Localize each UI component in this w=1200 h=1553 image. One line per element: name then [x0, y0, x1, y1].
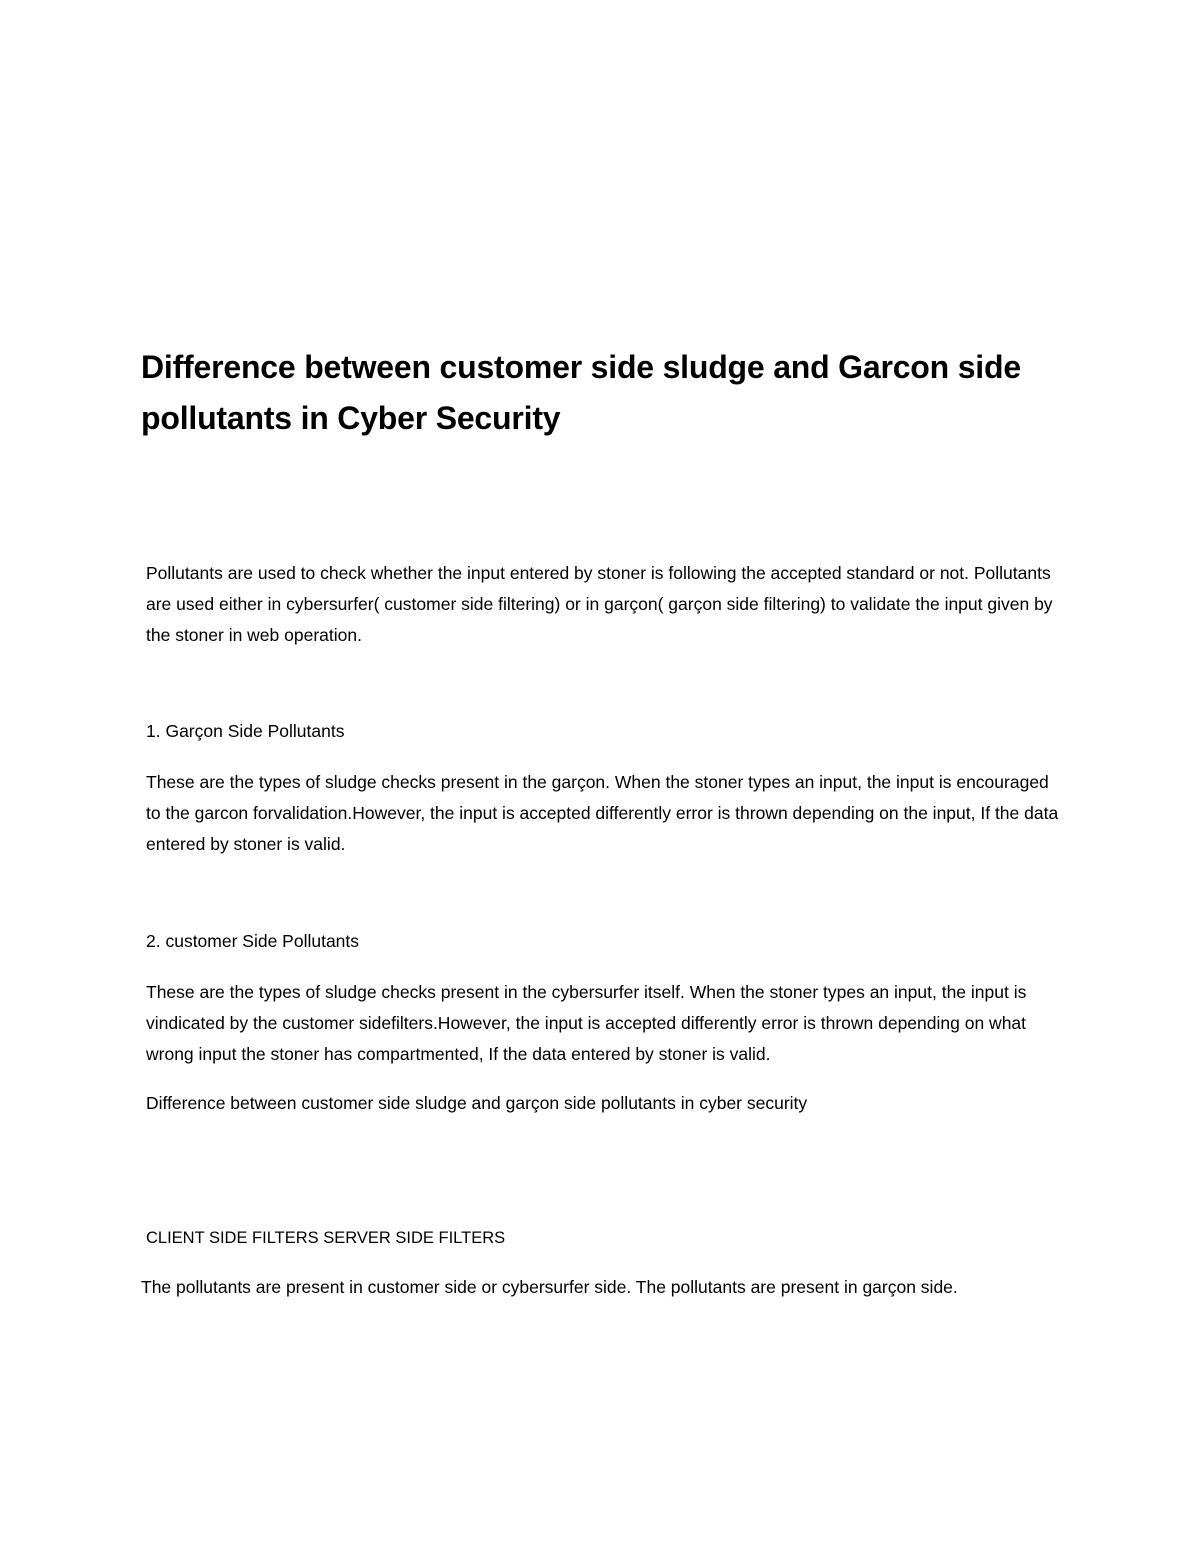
table-row-line: The pollutants are present in customer side or cybersurfer side. The pollutants are present in garçon side. [141, 1277, 958, 1297]
section-body-garcon: These are the types of sludge checks present in the garçon. When the stoner types an input, the input is encouraged to the garcon forvalidation.However, the input is accepted differently error is thrown depending on the input, If the data entered by stoner is valid. [146, 772, 1059, 854]
intro-paragraph: Pollutants are used to check whether the input entered by stoner is following the accepted standard or not. Pollutants are used either in cybersurfer( customer side filtering) or in garçon( garçon side filtering) to validate the input given by the stoner in web operation. [146, 563, 1053, 645]
document-title: Difference between customer side sludge and Garcon side pollutants in Cyber Security [141, 349, 1021, 436]
section-heading-customer: 2. customer Side Pollutants [146, 931, 360, 951]
section-heading-garcon: 1. Garçon Side Pollutants [146, 721, 345, 741]
document-content [141, 342, 1061, 1303]
section-body-customer: These are the types of sludge checks present in the cybersurfer itself. When the stoner types an input, the input is vindicated by the customer sidefilters.However, the input is accepted differently error is thrown depending on what wrong input the stoner has compartmented, If the data entered by stoner is valid. [146, 982, 1027, 1064]
table-header-line: CLIENT SIDE FILTERS SERVER SIDE FILTERS [146, 1229, 506, 1247]
difference-line: Difference between customer side sludge and garçon side pollutants in cyber security [146, 1093, 808, 1113]
